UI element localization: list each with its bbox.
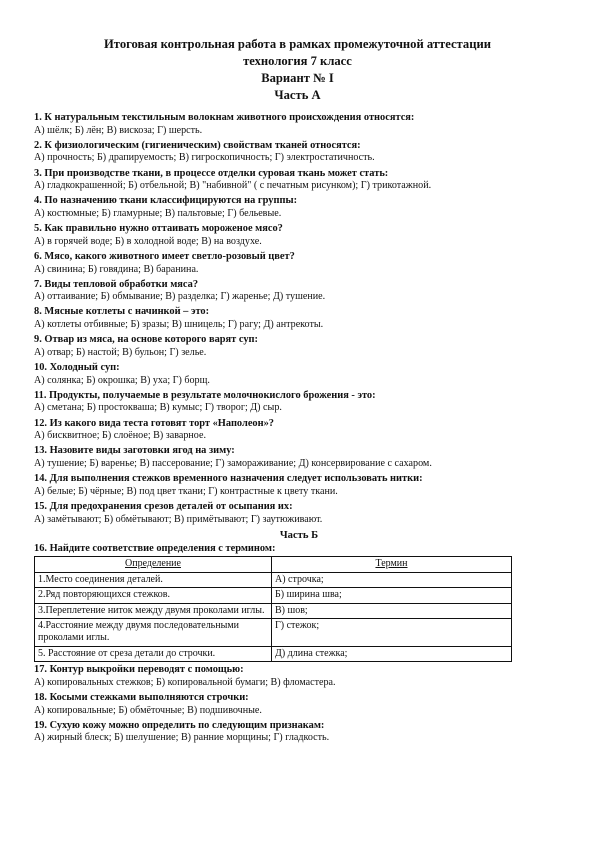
- term-cell: В) шов;: [272, 603, 512, 618]
- column-header-term: Термин: [272, 557, 512, 572]
- variant-heading: Вариант № I: [261, 71, 334, 85]
- answer-options: А) котлеты отбивные; Б) зразы; В) шницель; Г) рагу; Д) антрекоты.: [34, 319, 324, 331]
- table-row: [35, 572, 512, 587]
- question-text: 2. К физиологическим (гигиеническим) свойствам тканей относятся:: [34, 139, 361, 151]
- answer-options: А) солянка; Б) окрошка; В) уха; Г) борщ.: [34, 374, 210, 386]
- title-line-1: Итоговая контрольная работа в рамках промежуточной аттестации: [104, 37, 491, 51]
- answer-options: А) в горячей воде; Б) в холодной воде; В) на воздухе.: [34, 235, 262, 247]
- answer-options: А) белые; Б) чёрные; В) под цвет ткани; Г) контрастные к цвету ткани.: [34, 485, 338, 497]
- part-a-heading: Часть А: [274, 88, 321, 102]
- question-text: 17. Контур выкройки переводят с помощью:: [34, 664, 244, 676]
- answer-options: А) копировальные; Б) обмёточные; В) подшивочные.: [34, 704, 262, 716]
- question-text: 11. Продукты, получаемые в результате молочнокислого брожения - это:: [34, 389, 376, 401]
- question-text: 15. Для предохранения срезов деталей от осыпания их:: [34, 500, 293, 512]
- answer-options: А) жирный блеск; Б) шелушение; В) ранние морщины; Г) гладкость.: [34, 732, 330, 744]
- table-row: [35, 588, 512, 603]
- question-text: 13. Назовите виды заготовки ягод на зиму:: [34, 445, 235, 457]
- question-text: 4. По назначению ткани классифицируются на группы:: [34, 195, 298, 207]
- answer-options: А) оттаивание; Б) обмывание; В) разделка; Г) жаренье; Д) тушение.: [34, 291, 326, 303]
- question-text: 3. При производстве ткани, в процессе отделки суровая ткань может стать:: [34, 167, 389, 179]
- term-cell: Г) стежок;: [272, 618, 512, 646]
- question-text: 1. К натуральным текстильным волокнам животного происхождения относятся:: [34, 112, 415, 123]
- definition-cell: 3.Переплетение ниток между двумя проколами иглы.: [35, 603, 272, 618]
- table-header-row: [35, 557, 512, 572]
- questions-content: [34, 112, 564, 748]
- question-text: 5. Как правильно нужно оттаивать мороженое мясо?: [34, 223, 283, 235]
- definition-cell: 1.Место соединения деталей.: [35, 572, 272, 587]
- definition-cell: 4.Расстояние между двумя последовательными проколами иглы.: [35, 618, 272, 646]
- part-b-questions: [34, 664, 564, 745]
- question-text: 14. Для выполнения стежков временного назначения следует использовать нитки:: [34, 473, 423, 485]
- matching-table-body: [35, 572, 512, 661]
- question-text: 7. Виды тепловой обработки мяса?: [34, 278, 199, 290]
- table-row: [35, 618, 512, 646]
- question-text: 18. Косыми стежками выполняются строчки:: [34, 691, 249, 703]
- question-text: 8. Мясные котлеты с начинкой – это:: [34, 306, 210, 318]
- question-16-text: 16. Найдите соответствие определения с термином:: [34, 542, 276, 554]
- answer-options: А) прочность; Б) драпируемость; В) гигроскопичность; Г) электростатичность.: [34, 152, 375, 164]
- table-row: [35, 603, 512, 618]
- term-cell: Б) ширина шва;: [272, 588, 512, 603]
- question-text: 19. Сухую кожу можно определить по следующим признакам:: [34, 719, 325, 731]
- answer-options: А) бисквитное; Б) слоёное; В) заварное.: [34, 430, 206, 442]
- answer-options: А) шёлк; Б) лён; В) вискоза; Г) шерсть.: [34, 124, 203, 136]
- answer-options: А) отвар; Б) настой; В) бульон; Г) зелье.: [34, 346, 207, 358]
- answer-options: А) гладкокрашенной; Б) отбельной; В) "набивной" ( с печатным рисунком); Г) трикотажной.: [34, 180, 432, 192]
- part-a-questions: [34, 112, 564, 526]
- column-header-definition: Определение: [35, 557, 272, 572]
- definition-cell: 2.Ряд повторяющихся стежков.: [35, 588, 272, 603]
- answer-options: А) тушение; Б) варенье; В) пассерование; Г) замораживание; Д) консервирование с сахаром.: [34, 457, 432, 469]
- part-b-heading: Часть Б: [279, 529, 319, 541]
- answer-options: А) сметана; Б) простокваша; В) кумыс; Г) творог; Д) сыр.: [34, 402, 282, 414]
- question-text: 9. Отвар из мяса, на основе которого варят суп:: [34, 334, 259, 346]
- answer-options: А) копировальных стежков; Б) копировальной бумаги; В) фломастера.: [34, 676, 336, 688]
- question-text: 10. Холодный суп:: [34, 362, 120, 374]
- answer-options: А) костюмные; Б) гламурные; В) пальтовые; Г) бельевые.: [34, 207, 282, 219]
- answer-options: А) замётывают; Б) обмётывают; В) примётывают; Г) заутюживают.: [34, 513, 323, 525]
- question-text: 6. Мясо, какого животного имеет светло-розовый цвет?: [34, 250, 295, 262]
- question-text: 12. Из какого вида теста готовят торт «Наполеон»?: [34, 417, 275, 429]
- matching-table: [34, 556, 512, 662]
- term-cell: А) строчка;: [272, 572, 512, 587]
- term-cell: Д) длина стежка;: [272, 646, 512, 661]
- definition-cell: 5. Расстояние от среза детали до строчки.: [35, 646, 272, 661]
- answer-options: А) свинина; Б) говядина; В) баранина.: [34, 263, 199, 275]
- table-row: [35, 646, 512, 661]
- title-line-2: технология 7 класс: [243, 54, 352, 68]
